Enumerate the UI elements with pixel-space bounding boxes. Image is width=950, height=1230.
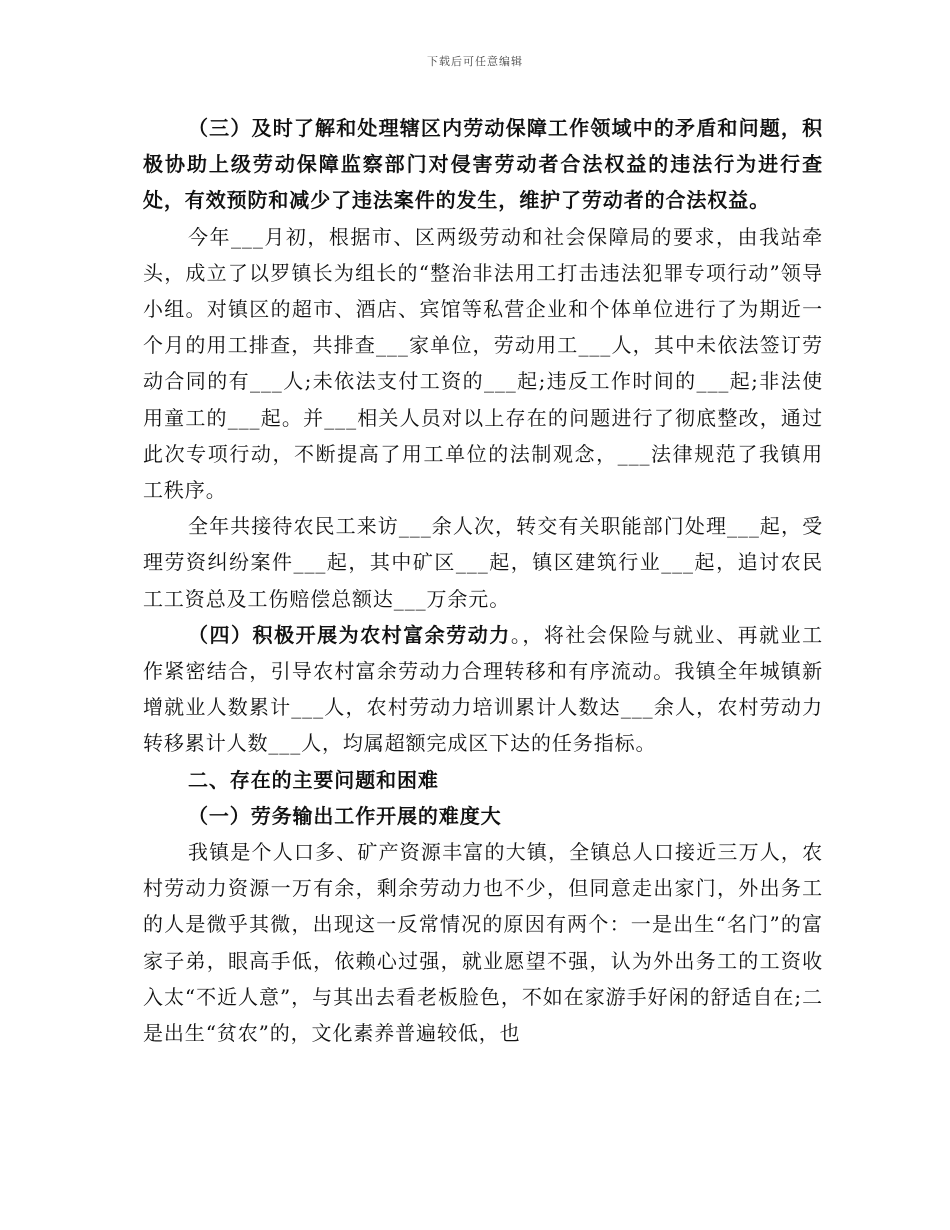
- problem-1-heading: （一）劳务输出工作开展的难度大: [188, 803, 502, 828]
- population-paragraph: 我镇是个人口多、矿产资源丰富的大镇，全镇总人口接近三万人，农村劳动力资源一万有余，剩余劳动力也不少，但同意走出家门，外出务工的人是微乎其微，出现这一反常情况的原因有两个：一是出生“名门”的富家子弟，眼高手低，依赖心过强，就业愿望不强，认为外出务工的工资收入太“不近人意”，与其出去看老板脸色，不如在家游手好闲的舒适自在;二是出生“贫农”的，文化素养普遍较低，也: [143, 840, 823, 1046]
- section-3-paragraph: （三）及时了解和处理辖区内劳动保障工作领域中的矛盾和问题，积极协助上级劳动保障监察部门对侵害劳动者合法权益的违法行为进行查处，有效预防和减少了违法案件的发生，维护了劳动者的合法权益。: [143, 116, 823, 213]
- rectification-paragraph: 今年___月初，根据市、区两级劳动和社会保障局的要求，由我站牵头，成立了以罗镇长为组长的“整治非法用工打击违法犯罪专项行动”领导小组。对镇区的超市、酒店、宾馆等私营企业和个体单位进行了为期近一个月的用工排查，共排查___家单位，劳动用工___人，其中未依法签订劳动合同的有___人;未依法支付工资的___起;违反工作时间的___起;非法使用童工的___起。并___相关人员对以上存在的问题进行了彻底整改，通过此次专项行动，不断提高了用工单位的法制观念，___法律规范了我镇用工秩序。: [143, 224, 823, 503]
- document-body: [143, 110, 823, 1051]
- section-4-paragraph: [143, 617, 823, 762]
- section-4-body: 。，将社会保险与就业、再就业工作紧密结合，引导农村富余劳动力合理转移和有序流动。我镇全年城镇新增就业人数累计___人，农村劳动力培训累计人数达___余人，农村劳动力转移累计人数___人，均属超额完成区下达的任务指标。: [143, 622, 824, 756]
- migrant-worker-paragraph: 全年共接待农民工来访___余人次，转交有关职能部门处理___起，受理劳资纠纷案件___起，其中矿区___起，镇区建筑行业___起，追讨农民工工资总及工伤赔偿总额达___万余元。: [143, 514, 823, 611]
- page-header: 下载后可任意编辑: [427, 55, 523, 68]
- section-4-heading: （四）积极开展为农村富余劳动力: [188, 622, 511, 647]
- problems-heading: 二、存在的主要问题和困难: [188, 767, 439, 792]
